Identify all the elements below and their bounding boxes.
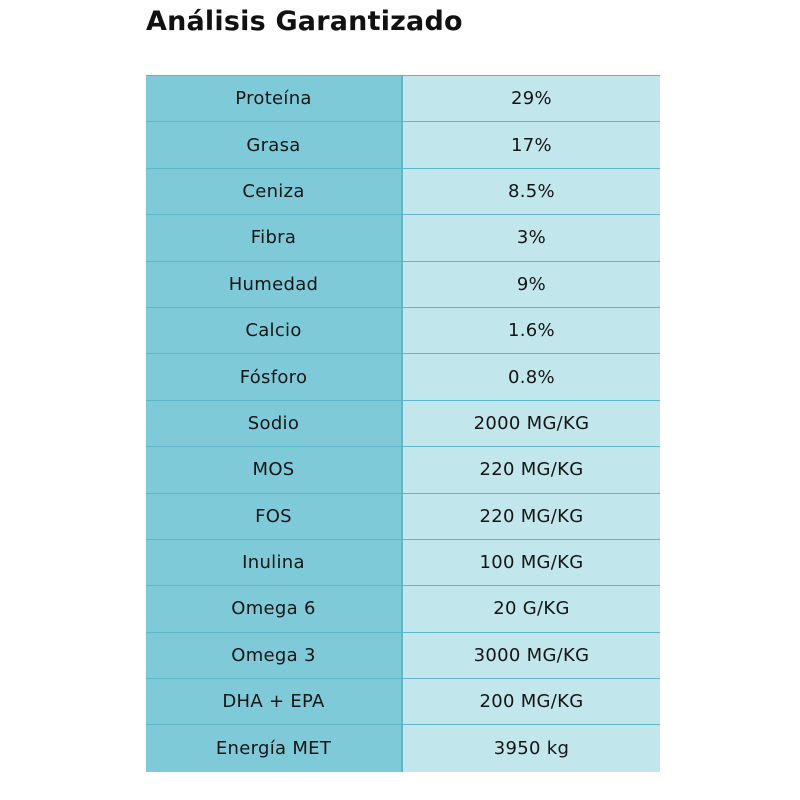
nutrient-label: FOS [146, 494, 403, 539]
nutrient-label: Fibra [146, 215, 403, 260]
nutrient-value: 3950 kg [403, 725, 660, 771]
nutrient-value: 2000 MG/KG [403, 401, 660, 446]
nutrient-value: 3000 MG/KG [403, 633, 660, 678]
nutrient-value: 220 MG/KG [403, 494, 660, 539]
table-row [146, 308, 660, 354]
table-row [146, 122, 660, 168]
nutrient-label: Fósforo [146, 354, 403, 399]
nutrient-value: 3% [403, 215, 660, 260]
nutrient-value: 1.6% [403, 308, 660, 353]
table-row [146, 169, 660, 215]
nutrient-value: 200 MG/KG [403, 679, 660, 724]
nutrient-label: Omega 3 [146, 633, 403, 678]
nutrient-label: Inulina [146, 540, 403, 585]
nutrient-value: 8.5% [403, 169, 660, 214]
nutrient-label: Sodio [146, 401, 403, 446]
guaranteed-analysis-table [146, 75, 660, 772]
table-row [146, 679, 660, 725]
nutrient-label: Grasa [146, 122, 403, 167]
table-row [146, 494, 660, 540]
nutrient-label: MOS [146, 447, 403, 492]
table-row [146, 401, 660, 447]
nutrient-label: Proteína [146, 76, 403, 121]
nutrient-label: Humedad [146, 262, 403, 307]
nutrient-value: 220 MG/KG [403, 447, 660, 492]
table-row [146, 262, 660, 308]
nutrient-value: 100 MG/KG [403, 540, 660, 585]
table-row [146, 586, 660, 632]
nutrient-value: 0.8% [403, 354, 660, 399]
nutrient-label: Calcio [146, 308, 403, 353]
nutrient-value: 17% [403, 122, 660, 167]
table-row [146, 215, 660, 261]
table-row [146, 354, 660, 400]
nutrient-value: 9% [403, 262, 660, 307]
nutrient-label: Ceniza [146, 169, 403, 214]
nutrient-label: Energía MET [146, 725, 403, 771]
nutrient-label: DHA + EPA [146, 679, 403, 724]
table-row [146, 725, 660, 771]
table-row [146, 540, 660, 586]
page-title: Análisis Garantizado [146, 6, 463, 37]
table-row [146, 76, 660, 122]
nutrient-label: Omega 6 [146, 586, 403, 631]
table-row [146, 447, 660, 493]
nutrient-value: 20 G/KG [403, 586, 660, 631]
nutrient-value: 29% [403, 76, 660, 121]
table-row [146, 633, 660, 679]
